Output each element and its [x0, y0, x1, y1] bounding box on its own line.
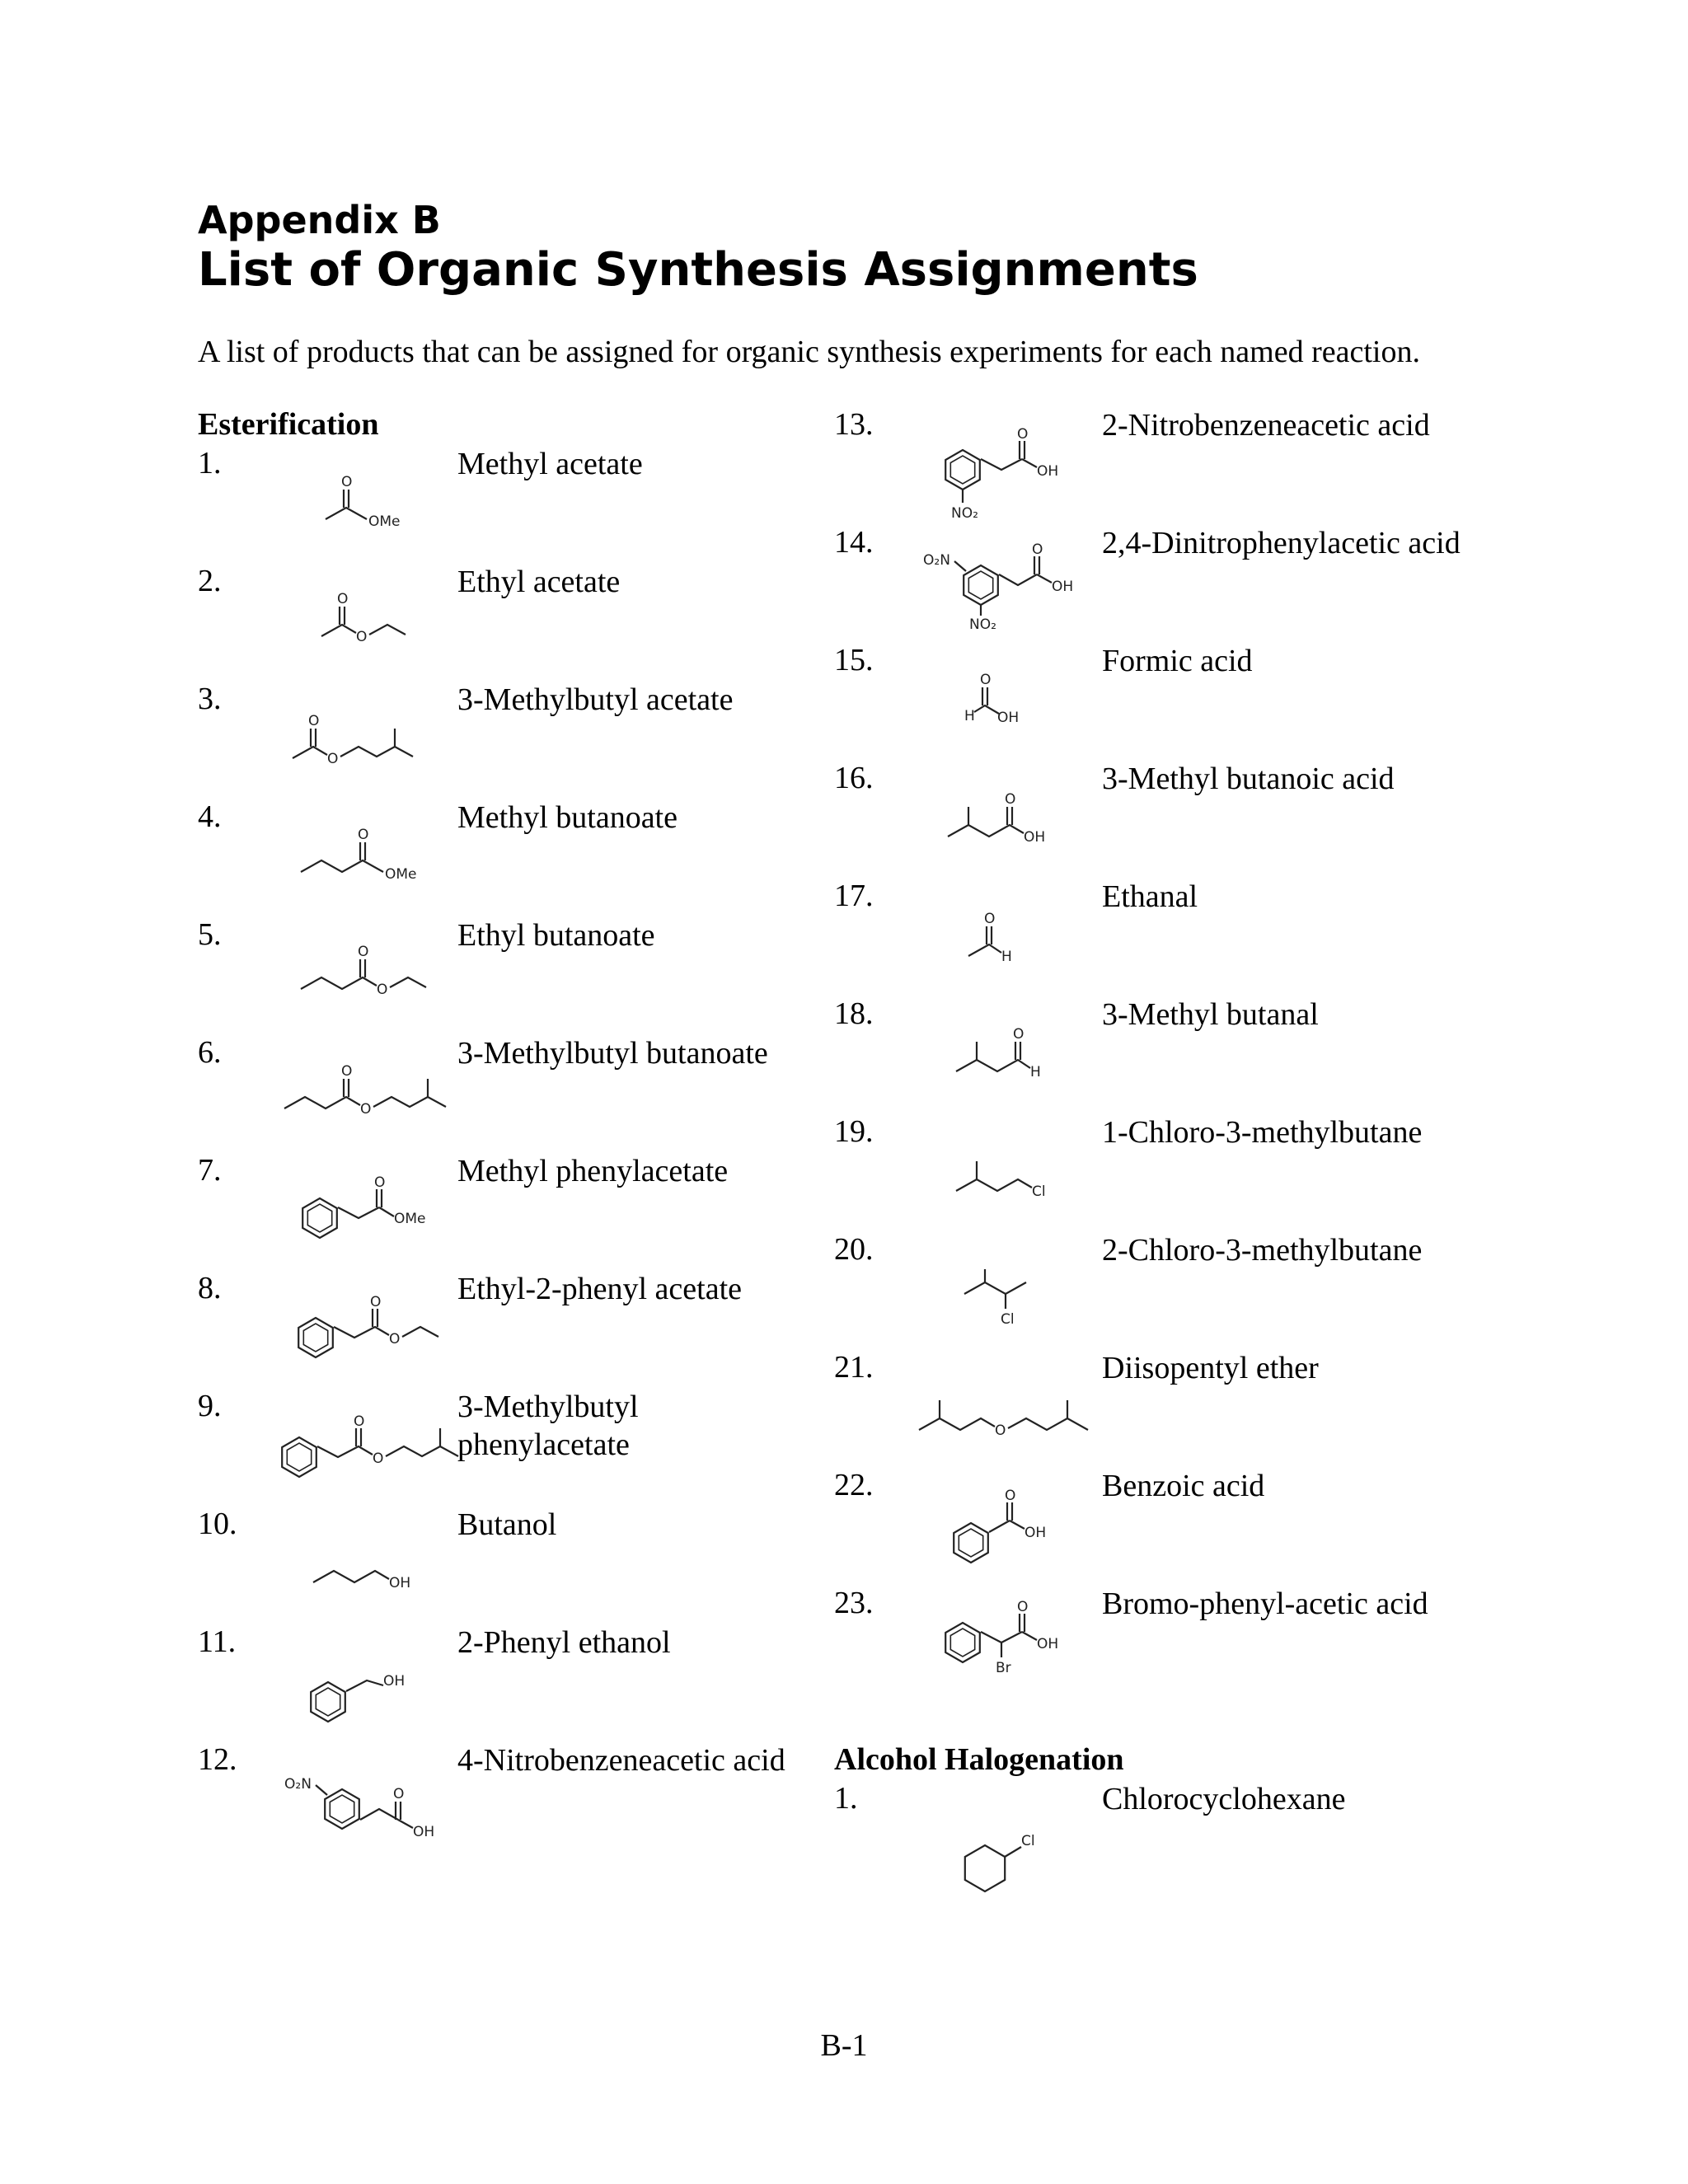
2-4-dinitrophenylacetic-acid-structure — [923, 541, 1121, 643]
ethyl-2-phenyl-acetate-structure — [293, 1294, 490, 1401]
compound-name: Ethyl-2-phenyl acetate — [457, 1272, 743, 1306]
item-number: 14. — [834, 525, 874, 560]
compound-name: 2-Phenyl ethanol — [457, 1625, 671, 1660]
item-number: 23. — [834, 1586, 874, 1620]
compound-name: Butanol — [457, 1507, 557, 1542]
compound-name: Ethyl butanoate — [457, 918, 655, 953]
item-number: 5. — [198, 917, 222, 952]
page-number: B-1 — [820, 2028, 868, 2063]
item-number: 18. — [834, 996, 874, 1031]
svg-text:O: O — [337, 591, 349, 607]
svg-text:O₂N: O₂N — [923, 552, 950, 569]
chlorocyclohexane-structure — [960, 1825, 1158, 1920]
svg-text:O: O — [1013, 1026, 1025, 1043]
item-number: 8. — [198, 1271, 222, 1305]
svg-text:O: O — [1017, 426, 1029, 443]
svg-text:O: O — [374, 1174, 386, 1191]
section-title-alcohol-halogenation: Alcohol Halogenation — [834, 1742, 1124, 1777]
item-number: 17. — [834, 879, 874, 913]
item-number: 15. — [834, 643, 874, 677]
svg-text:O: O — [358, 827, 369, 843]
svg-text:O: O — [377, 982, 388, 998]
methyl-acetate-structure — [326, 474, 523, 573]
formic-acid-structure — [964, 672, 1162, 771]
page-title: List of Organic Synthesis Assignments — [198, 243, 1198, 297]
svg-text:O: O — [1005, 1488, 1016, 1504]
item-number: 12. — [198, 1742, 237, 1777]
compound-name: Benzoic acid — [1102, 1469, 1265, 1503]
svg-text:Cl: Cl — [1032, 1183, 1046, 1200]
compound-name: Methyl phenylacetate — [457, 1154, 729, 1188]
compound-name: 2-Nitrobenzeneacetic acid — [1102, 408, 1430, 443]
methyl-butanoate-structure — [301, 827, 499, 926]
3-methylbutyl-butanoate-structure — [284, 1063, 482, 1162]
item-number: 9. — [198, 1389, 222, 1423]
compound-name: Formic acid — [1102, 644, 1253, 678]
svg-text:OH: OH — [1037, 1636, 1059, 1652]
svg-text:H: H — [1030, 1064, 1041, 1080]
svg-text:O: O — [1017, 1599, 1029, 1615]
svg-text:Cl: Cl — [1021, 1833, 1035, 1849]
svg-text:H: H — [1001, 949, 1012, 965]
item-number: 21. — [834, 1350, 874, 1385]
item-number: 11. — [198, 1624, 237, 1659]
item-number: 13. — [834, 407, 874, 442]
methyl-phenylacetate-structure — [297, 1174, 495, 1282]
svg-text:O: O — [341, 474, 353, 490]
svg-text:OH: OH — [413, 1824, 435, 1840]
ethyl-butanoate-structure — [301, 944, 499, 1043]
svg-text:OMe: OMe — [368, 513, 401, 530]
svg-text:O: O — [341, 1063, 353, 1080]
svg-text:H: H — [964, 708, 975, 724]
item-number: 1. — [198, 446, 222, 480]
compound-name: 3-Methyl butanoic acid — [1102, 762, 1395, 796]
item-number: 3. — [198, 682, 222, 716]
svg-text:O: O — [980, 672, 992, 688]
svg-text:O: O — [995, 1422, 1006, 1439]
compound-name: Chlorocyclohexane — [1102, 1782, 1346, 1816]
svg-text:OMe: OMe — [394, 1211, 426, 1227]
compound-name: Diisopentyl ether — [1102, 1351, 1319, 1385]
diisopentyl-ether-structure — [919, 1389, 1117, 1483]
svg-text:O: O — [373, 1451, 384, 1467]
svg-text:OMe: OMe — [385, 866, 417, 883]
compound-name: Ethanal — [1102, 879, 1198, 914]
svg-text:O: O — [1005, 791, 1016, 808]
svg-text:O: O — [327, 751, 339, 767]
svg-text:OH: OH — [997, 710, 1020, 726]
section-title-esterification: Esterification — [198, 407, 379, 442]
item-number: 10. — [198, 1507, 237, 1541]
svg-text:O: O — [308, 713, 320, 729]
item-number: 6. — [198, 1035, 222, 1070]
item-number: 16. — [834, 761, 874, 795]
svg-text:Cl: Cl — [1001, 1311, 1015, 1328]
compound-name: 1-Chloro-3-methylbutane — [1102, 1115, 1423, 1150]
ethyl-acetate-structure — [321, 591, 519, 690]
2-nitrobenzeneacetic-acid-structure — [940, 426, 1137, 532]
svg-text:OH: OH — [1024, 829, 1046, 846]
compound-name: 3-Methylbutyl phenylacetate — [457, 1390, 639, 1462]
svg-text:OH: OH — [1052, 579, 1074, 595]
3-methylbutyl-phenylacetate-structure — [276, 1413, 474, 1521]
svg-text:O: O — [1032, 541, 1043, 558]
svg-text:O: O — [984, 911, 996, 927]
svg-text:O: O — [370, 1294, 382, 1310]
3-methyl-butanoic-acid-structure — [948, 791, 1146, 890]
svg-text:O: O — [354, 1413, 365, 1430]
item-number: 1. — [834, 1781, 858, 1816]
svg-text:OH: OH — [1025, 1525, 1047, 1541]
benzoic-acid-structure — [948, 1488, 1146, 1595]
bromo-phenyl-acetic-acid-structure — [940, 1599, 1137, 1706]
svg-text:O: O — [389, 1331, 401, 1347]
svg-text:O: O — [358, 944, 369, 960]
compound-name: 2-Chloro-3-methylbutane — [1102, 1233, 1423, 1268]
svg-text:OH: OH — [389, 1575, 411, 1591]
3-methyl-butanal-structure — [956, 1026, 1154, 1125]
svg-text:NO₂: NO₂ — [951, 505, 978, 522]
item-number: 4. — [198, 799, 222, 834]
item-number: 19. — [834, 1114, 874, 1149]
svg-text:O: O — [356, 629, 368, 645]
compound-name: 3-Methylbutyl acetate — [457, 682, 734, 717]
4-nitrobenzeneacetic-acid-structure — [284, 1772, 482, 1867]
svg-text:Br: Br — [996, 1660, 1011, 1676]
svg-text:OH: OH — [1037, 463, 1059, 480]
svg-text:O: O — [393, 1786, 405, 1802]
compound-name: Methyl acetate — [457, 447, 643, 481]
3-methylbutyl-acetate-structure — [293, 713, 490, 808]
compound-name: Bromo-phenyl-acetic acid — [1102, 1586, 1428, 1621]
compound-name: 4-Nitrobenzeneacetic acid — [457, 1743, 785, 1778]
compound-name: 3-Methyl butanal — [1102, 997, 1319, 1032]
item-number: 20. — [834, 1232, 874, 1267]
svg-text:NO₂: NO₂ — [969, 616, 996, 633]
compound-name: 3-Methylbutyl butanoate — [457, 1036, 768, 1071]
item-number: 22. — [834, 1468, 874, 1502]
svg-text:OH: OH — [383, 1673, 406, 1690]
compound-name: Ethyl acetate — [457, 565, 621, 599]
item-number: 2. — [198, 564, 222, 598]
intro-text: A list of products that can be assigned for organic synthesis experiments for each named reaction. — [198, 335, 1420, 369]
svg-text:O₂N: O₂N — [284, 1776, 312, 1793]
compound-name: Methyl butanoate — [457, 800, 678, 835]
appendix-label: Appendix B — [198, 198, 441, 242]
item-number: 7. — [198, 1153, 222, 1188]
1-chloro-3-methylbutane-structure — [956, 1150, 1154, 1244]
svg-text:O: O — [360, 1101, 372, 1118]
compound-name: 2,4-Dinitrophenylacetic acid — [1102, 526, 1461, 560]
